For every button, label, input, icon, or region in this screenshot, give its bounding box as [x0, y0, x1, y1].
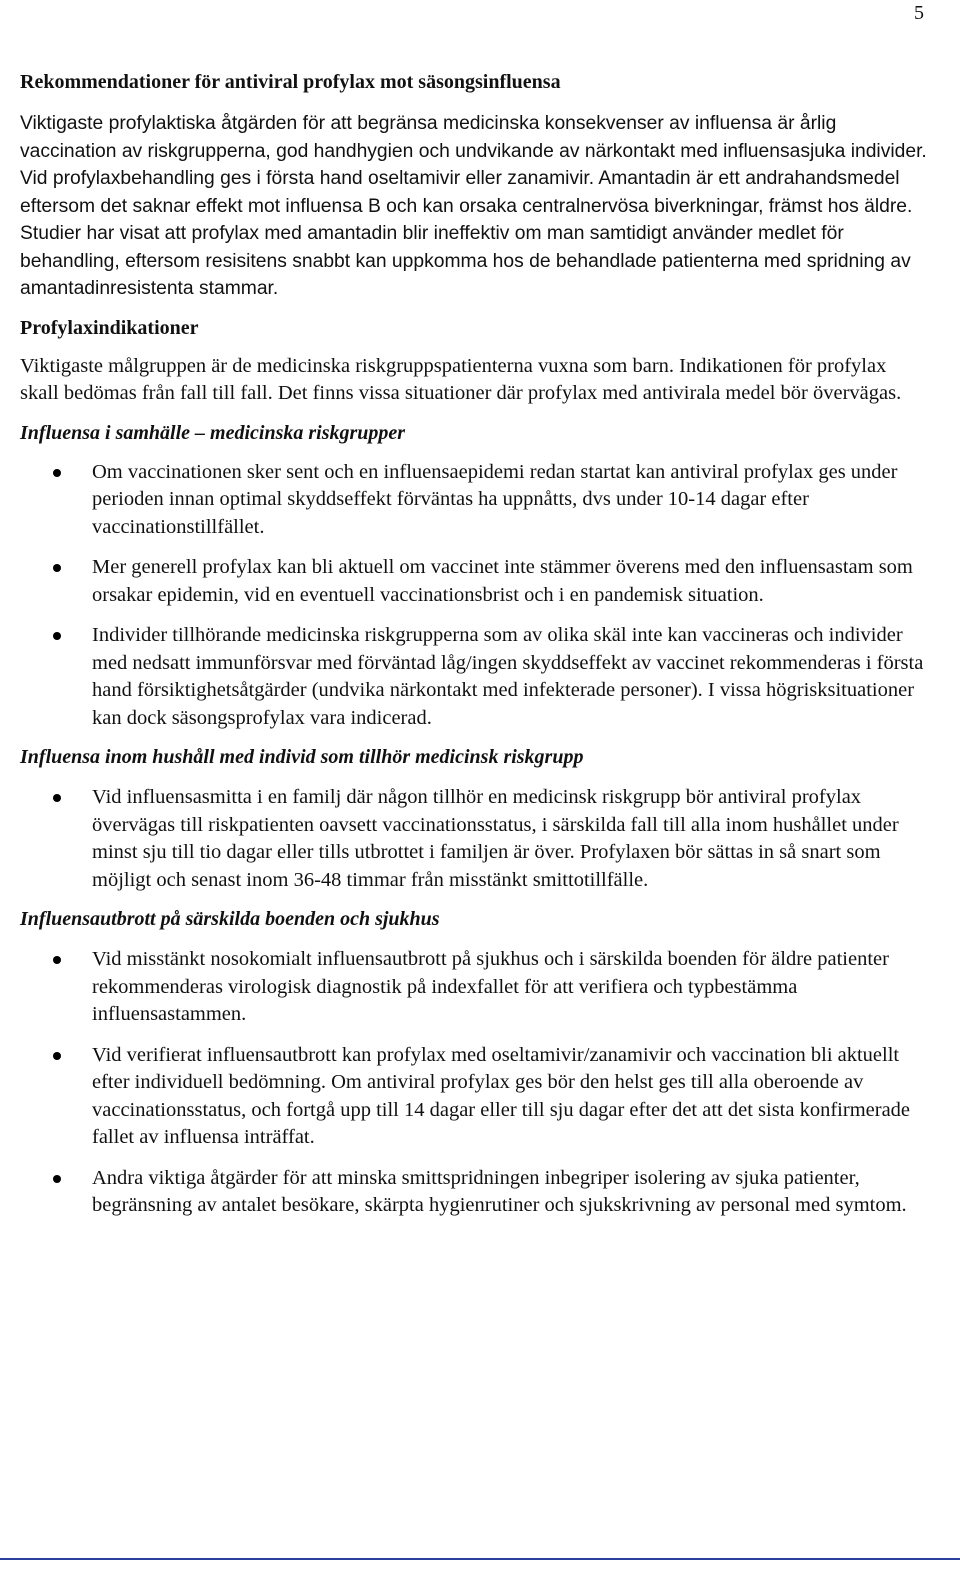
bullet-icon: [53, 794, 61, 802]
section-heading-institutions: Influensautbrott på särskilda boenden och sjukhus: [20, 908, 440, 930]
list-item: Vid misstänkt nosokomialt influensautbrott på sjukhus och i särskilda boenden för äldre patienter rekommenderas virologisk diagnostik på indexfallet för att verifiera och typbestämma influensastammen.: [20, 946, 930, 1029]
list-item: Andra viktiga åtgärder för att minska smittspridningen inbegriper isolering av sjuka patienter, begränsning av antalet besökare, skärpta hygienrutiner och sjukskrivning av personal med symtom.: [20, 1165, 930, 1220]
institutions-bullet-list: [20, 946, 930, 1220]
indications-paragraph: Viktigaste målgruppen är de medicinska riskgruppspatienterna vuxna som barn. Indikationen för profylax skall bedömas från fall till fall. Det finns vissa situationer där profylax med antivirala medel bör övervägas.: [20, 354, 902, 404]
main-heading: Rekommendationer för antiviral profylax mot säsongsinfluensa: [20, 71, 561, 93]
list-item: Mer generell profylax kan bli aktuell om vaccinet inte stämmer överens med den influensastam som orsakar epidemin, vid en eventuell vaccinationsbrist och i en pandemisk situation.: [20, 554, 930, 609]
community-bullet-list: [20, 459, 930, 733]
list-item: Vid influensasmitta i en familj där någon tillhör en medicinsk riskgrupp bör antiviral profylax övervägas till riskpatienten oavsett vaccinationsstatus, i särskilda fall till alla inom hushållet under minst sju till tio dagar eller tills utbrottet i familjen är över. Profylaxen bör sättas in så snart som möjligt och senast inom 36-48 timmar från misstänkt smittotillfälle.: [20, 784, 930, 894]
bullet-icon: [53, 564, 61, 572]
household-bullet-list: [20, 784, 930, 894]
intro-paragraph: Viktigaste profylaktiska åtgärden för att begränsa medicinska konsekvenser av influensa är årlig vaccination av riskgrupperna, god handhygien och undvikande av närkontakt med influensasjuka individer. Vid profylaxbehandling ges i första hand oseltamivir eller zanamivir. Amantadin är ett andrahandsmedel eftersom det saknar effekt mot influensa B och kan orsaka centralnervösa biverkningar, främst hos äldre. Studier har visat att profylax med amantadin blir ineffektiv om man samtidigt använder medlet för behandling, eftersom resisitens snabbt kan uppkomma hos de behandlade patienterna med spridning av amantadinresistenta stammar.: [20, 113, 927, 299]
bullet-icon: [53, 1052, 61, 1060]
page-number: 5: [914, 2, 924, 24]
indications-heading: Profylaxindikationer: [20, 316, 199, 339]
bullet-icon: [53, 956, 61, 964]
bullet-icon: [53, 469, 61, 477]
bullet-icon: [53, 632, 61, 640]
list-item: Om vaccinationen sker sent och en influensaepidemi redan startat kan antiviral profylax ges under perioden innan optimal skyddseffekt förväntas ha uppnåtts, dvs under 10-14 dagar efter vaccinationstillfället.: [20, 459, 930, 542]
section-heading-community: Influensa i samhälle – medicinska riskgrupper: [20, 421, 406, 444]
footer-rule: [0, 1558, 960, 1560]
section-heading-household: Influensa inom hushåll med individ som tillhör medicinsk riskgrupp: [20, 746, 584, 768]
bullet-icon: [53, 1175, 61, 1183]
list-item: Vid verifierat influensautbrott kan profylax med oseltamivir/zanamivir och vaccination bli aktuellt efter individuell bedömning. Om antiviral profylax ges bör den helst ges till alla oberoende av vaccinationsstatus, och fortgå upp till 14 dagar eller till sju dagar efter det att det sista konfirmerade fallet av influensa inträffat.: [20, 1042, 930, 1152]
document-body: [20, 68, 930, 1220]
list-item: Individer tillhörande medicinska riskgrupperna som av olika skäl inte kan vaccineras och individer med nedsatt immunförsvar med förväntad låg/ingen skyddseffekt av vaccinet rekommenderas i första hand försiktighetsåtgärder (undvika närkontakt med infekterade personer). I vissa högrisksituationer kan dock säsongsprofylax vara indicerad.: [20, 622, 930, 732]
